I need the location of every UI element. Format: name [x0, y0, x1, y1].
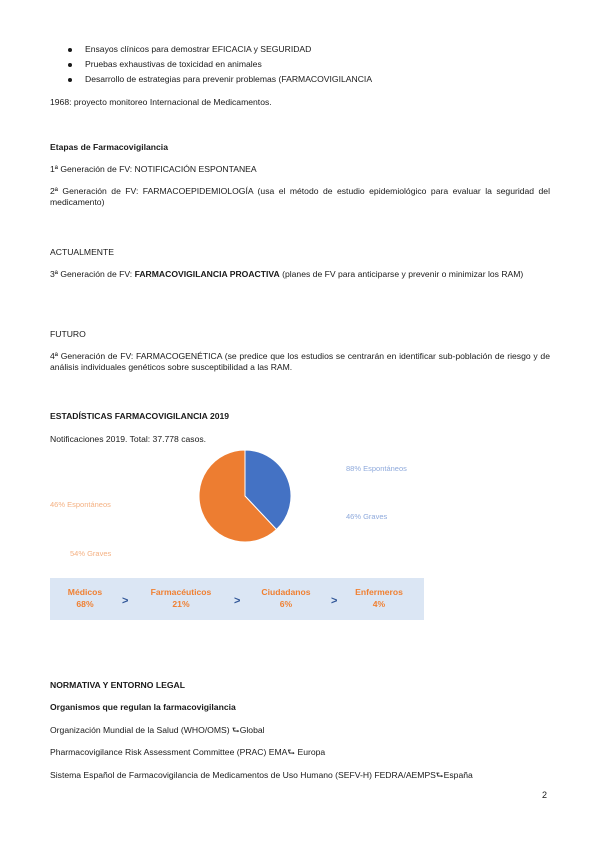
generation-3 — [50, 269, 550, 280]
generation-4: 4ª Generación de FV: FARMACOGENÉTICA (se predice que los estudios se centrarán en identificar sub-población de riesgo y de análisis individuales genéticos sobre susceptibilidad a las RAM. — [50, 351, 550, 372]
bullet-dot — [68, 78, 72, 82]
sefv-slice-label: SEFV-H 38% — [296, 475, 320, 490]
stat-enfermeros — [344, 586, 414, 610]
notifier-breakdown-bar — [50, 578, 424, 620]
generation-2: 2ª Generación de FV: FARMACOEPIDEMIOLOGÍA (usa el método de estudio epidemiológico para evaluar la seguridad del medicamento) — [50, 186, 550, 207]
bullet-item: Desarrollo de estrategias para prevenir problemas (FARMACOVIGILANCIA — [85, 74, 373, 84]
estadisticas-heading: ESTADÍSTICAS FARMACOVIGILANCIA 2019 — [50, 411, 230, 421]
bullet-item: Ensayos clínicos para demostrar EFICACIA y SEGURIDAD — [85, 44, 312, 54]
etapas-heading: Etapas de Farmacovigilancia — [50, 142, 168, 152]
stat-name: Ciudadanos — [261, 587, 311, 597]
bullet-item: Pruebas exhaustivas de toxicidad en animales — [85, 59, 262, 69]
generation-1: 1ª Generación de FV: NOTIFICACIÓN ESPONTANEA — [50, 164, 257, 174]
annotation-sefv-espontaneos: 88% Espontáneos — [346, 464, 407, 473]
stat-value: 6% — [279, 599, 293, 609]
stat-ciudadanos — [251, 586, 321, 610]
stat-name: Médicos — [67, 587, 103, 597]
bullet-dot — [68, 63, 72, 67]
chevron-right-icon: > — [122, 595, 129, 607]
annotation-sefv-graves: 46% Graves — [346, 512, 388, 521]
chevron-right-icon: > — [331, 595, 338, 607]
page-number: 2 — [542, 790, 548, 800]
bullet-dot — [68, 48, 72, 52]
organismo-item: Organización Mundial de la Salud (WHO/OMS) ⮑Global — [50, 725, 265, 735]
generation-3-rest: (planes de FV para anticiparse y prevenir o minimizar los RAM) — [279, 269, 524, 279]
industria-slice-label: Industria farmacéutica 62% — [160, 518, 198, 541]
stat-value: 21% — [172, 599, 190, 609]
stat-name: Farmacéuticos — [150, 587, 212, 597]
organismo-item: Pharmacovigilance Risk Assessment Committee (PRAC) EMA⮑ Europa — [50, 747, 326, 757]
futuro-heading: FUTURO — [50, 329, 86, 339]
stat-farmaceuticos — [146, 586, 216, 610]
generation-3-bold: FARMACOVIGILANCIA PROACTIVA — [134, 269, 280, 279]
paragraph-1968: 1968: proyecto monitoreo Internacional de Medicamentos. — [50, 97, 272, 107]
notificaciones-total: Notificaciones 2019. Total: 37.778 casos. — [50, 434, 207, 444]
stat-value: 4% — [372, 599, 386, 609]
pie-chart — [0, 445, 599, 585]
normativa-subheading: Organismos que regulan la farmacovigilancia — [50, 702, 236, 712]
normativa-heading: NORMATIVA Y ENTORNO LEGAL — [50, 680, 185, 690]
annotation-industria-espontaneos: 46% Espontáneos — [50, 500, 111, 509]
chevron-right-icon: > — [234, 595, 241, 607]
generation-3-prefix: 3ª Generación de FV: — [50, 269, 135, 279]
stat-value: 68% — [76, 599, 94, 609]
annotation-industria-graves: 54% Graves — [70, 549, 112, 558]
stat-name: Enfermeros — [355, 587, 403, 597]
organismo-item: Sistema Español de Farmacovigilancia de Medicamentos de Uso Humano (SEFV-H) FEDRA/AEMPS⮑España — [50, 770, 473, 780]
stat-medicos — [50, 586, 120, 610]
actualmente-heading: ACTUALMENTE — [50, 247, 114, 257]
